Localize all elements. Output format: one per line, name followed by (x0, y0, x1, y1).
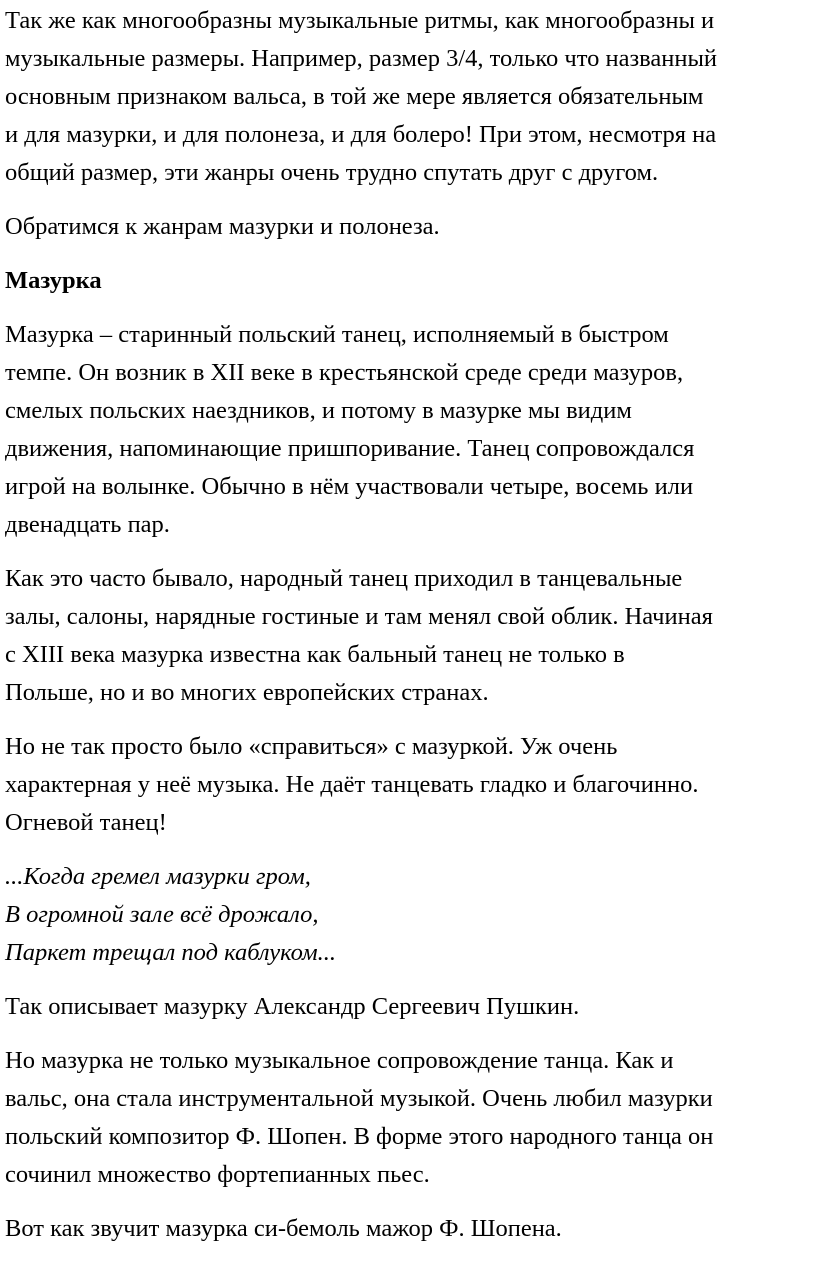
text-line: игрой на волынке. Обычно в нём участвовали четыре, восемь или (5, 473, 694, 500)
text-line: общий размер, эти жанры очень трудно спутать друг с другом. (5, 159, 659, 186)
text-line: Мазурка – старинный польский танец, исполняемый в быстром (5, 321, 669, 348)
text-line: темпе. Он возник в XII веке в крестьянской среде среди мазуров, (5, 359, 684, 386)
text-line: двенадцать пар. (5, 511, 170, 538)
text-line: основным признаком вальса, в той же мере является обязательным (5, 83, 704, 110)
text-line: сочинил множество фортепианных пьес. (5, 1161, 430, 1188)
verse-line: Паркет трещал под каблуком... (5, 939, 336, 966)
paragraph-fiery-dance (0, 728, 816, 842)
text-line: Как это часто бывало, народный танец приходил в танцевальные (5, 565, 683, 592)
section-heading-mazurka (0, 262, 816, 300)
verse-line: В огромной зале всё дрожало, (5, 901, 319, 928)
text-line: вальс, она стала инструментальной музыкой. Очень любил мазурки (5, 1085, 713, 1112)
text-line: характерная у неё музыка. Не даёт танцевать гладко и благочинно. (5, 771, 699, 798)
text-line: движения, напоминающие пришпоривание. Танец сопровождался (5, 435, 695, 462)
text-line: Вот как звучит мазурка си-бемоль мажор Ф. Шопена. (5, 1215, 562, 1242)
text-line: и для мазурки, и для полонеза, и для болеро! При этом, несмотря на (5, 121, 717, 148)
text-line: музыкальные размеры. Например, размер 3/4, только что названный (5, 45, 718, 72)
paragraph-mazurka-origin (0, 316, 816, 544)
text-line: Обратимся к жанрам мазурки и полонеза. (5, 213, 440, 240)
text-line: Так же как многообразны музыкальные ритмы, как многообразны и (5, 7, 715, 34)
verse-quote (0, 858, 816, 972)
verse-line: ...Когда гремел мазурки гром, (5, 863, 311, 890)
paragraph-pushkin (0, 988, 816, 1026)
text-line: залы, салоны, нарядные гостиные и там менял свой облик. Начиная (5, 603, 713, 630)
text-line: Так описывает мазурку Александр Сергеевич Пушкин. (5, 993, 580, 1020)
text-line: с XIII века мазурка известна как бальный танец не только в (5, 641, 625, 668)
text-line: Польше, но и во многих европейских странах. (5, 679, 489, 706)
text-line: Огневой танец! (5, 809, 167, 836)
paragraph-chopin (0, 1042, 816, 1194)
text-line: Но мазурка не только музыкальное сопровождение танца. Как и (5, 1047, 674, 1074)
heading-text: Мазурка (5, 267, 102, 294)
text-line: смелых польских наездников, и потому в мазурке мы видим (5, 397, 632, 424)
paragraph-ballroom (0, 560, 816, 712)
paragraph-meters (0, 2, 816, 192)
paragraph-listen (0, 1210, 816, 1248)
text-line: Но не так просто было «справиться» с мазуркой. Уж очень (5, 733, 618, 760)
text-line: польский композитор Ф. Шопен. В форме этого народного танца он (5, 1123, 714, 1150)
paragraph-intro-genres (0, 208, 816, 246)
